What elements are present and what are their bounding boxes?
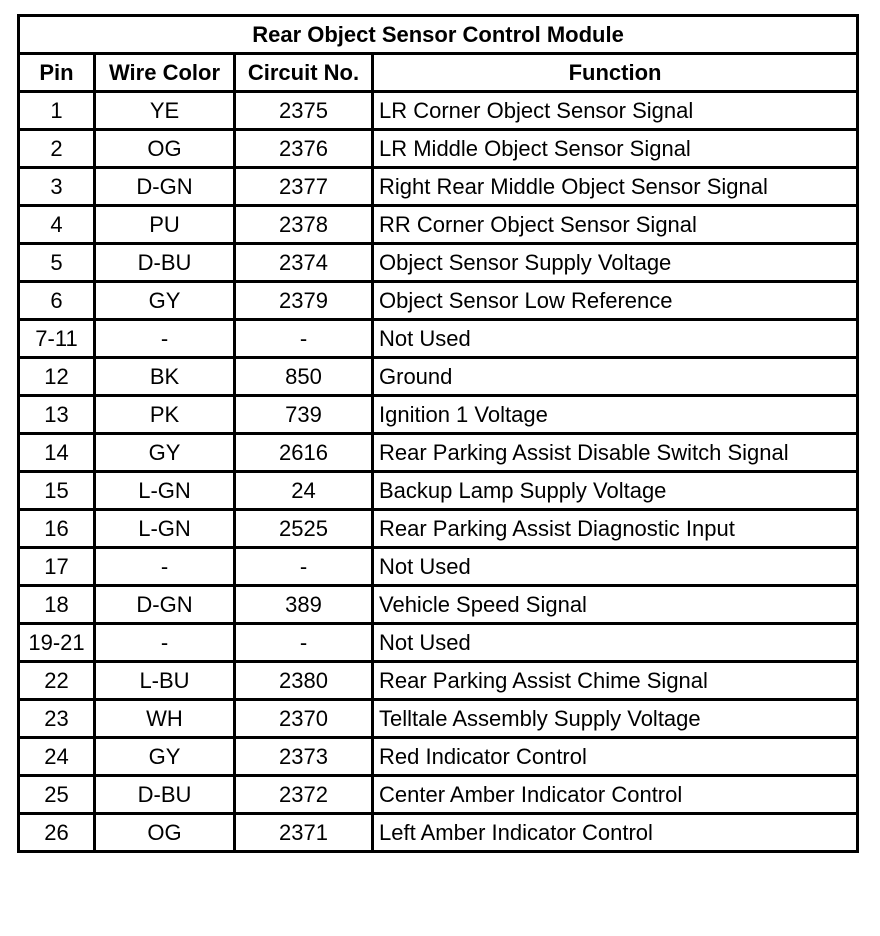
pin-cell: 22	[19, 662, 95, 700]
table-row	[19, 244, 858, 282]
circuit-cell: 2377	[235, 168, 373, 206]
function-cell: Rear Parking Assist Disable Switch Signal	[373, 434, 858, 472]
pin-cell: 7-11	[19, 320, 95, 358]
pin-cell: 26	[19, 814, 95, 852]
circuit-cell: 2375	[235, 92, 373, 130]
circuit-cell: -	[235, 624, 373, 662]
pin-cell: 14	[19, 434, 95, 472]
circuit-cell: 2376	[235, 130, 373, 168]
circuit-cell: 2370	[235, 700, 373, 738]
function-cell: Right Rear Middle Object Sensor Signal	[373, 168, 858, 206]
function-cell: Object Sensor Low Reference	[373, 282, 858, 320]
table-row	[19, 168, 858, 206]
table-row	[19, 776, 858, 814]
pinout-table	[17, 14, 859, 853]
wire-color-cell: -	[95, 548, 235, 586]
function-cell: Not Used	[373, 624, 858, 662]
header-row	[19, 54, 858, 92]
wire-color-cell: L-BU	[95, 662, 235, 700]
table-row	[19, 510, 858, 548]
pin-cell: 25	[19, 776, 95, 814]
wire-color-cell: WH	[95, 700, 235, 738]
function-cell: Vehicle Speed Signal	[373, 586, 858, 624]
pin-cell: 24	[19, 738, 95, 776]
table-row	[19, 700, 858, 738]
table-row	[19, 206, 858, 244]
circuit-cell: 2616	[235, 434, 373, 472]
wire-color-cell: OG	[95, 130, 235, 168]
header-wire-color: Wire Color	[95, 54, 235, 92]
pin-cell: 13	[19, 396, 95, 434]
circuit-cell: 2372	[235, 776, 373, 814]
circuit-cell: 2380	[235, 662, 373, 700]
circuit-cell: 739	[235, 396, 373, 434]
wire-color-cell: GY	[95, 434, 235, 472]
pin-cell: 4	[19, 206, 95, 244]
circuit-cell: -	[235, 320, 373, 358]
function-cell: Rear Parking Assist Diagnostic Input	[373, 510, 858, 548]
function-cell: Ground	[373, 358, 858, 396]
header-circuit-no: Circuit No.	[235, 54, 373, 92]
wire-color-cell: GY	[95, 282, 235, 320]
table-row	[19, 282, 858, 320]
header-function: Function	[373, 54, 858, 92]
wire-color-cell: -	[95, 320, 235, 358]
header-pin: Pin	[19, 54, 95, 92]
circuit-cell: 2379	[235, 282, 373, 320]
circuit-cell: 2378	[235, 206, 373, 244]
circuit-cell: 2373	[235, 738, 373, 776]
pin-cell: 2	[19, 130, 95, 168]
pin-cell: 6	[19, 282, 95, 320]
wire-color-cell: D-BU	[95, 776, 235, 814]
table-title: Rear Object Sensor Control Module	[19, 16, 858, 54]
table-row	[19, 624, 858, 662]
pin-cell: 17	[19, 548, 95, 586]
table-row	[19, 814, 858, 852]
wire-color-cell: PK	[95, 396, 235, 434]
title-row	[19, 16, 858, 54]
function-cell: Backup Lamp Supply Voltage	[373, 472, 858, 510]
wire-color-cell: D-GN	[95, 168, 235, 206]
function-cell: Rear Parking Assist Chime Signal	[373, 662, 858, 700]
pin-cell: 3	[19, 168, 95, 206]
circuit-cell: -	[235, 548, 373, 586]
function-cell: Left Amber Indicator Control	[373, 814, 858, 852]
function-cell: Red Indicator Control	[373, 738, 858, 776]
circuit-cell: 389	[235, 586, 373, 624]
table-row	[19, 548, 858, 586]
circuit-cell: 2371	[235, 814, 373, 852]
wire-color-cell: GY	[95, 738, 235, 776]
wire-color-cell: D-GN	[95, 586, 235, 624]
table-row	[19, 358, 858, 396]
wire-color-cell: D-BU	[95, 244, 235, 282]
wire-color-cell: YE	[95, 92, 235, 130]
table-row	[19, 586, 858, 624]
pin-cell: 5	[19, 244, 95, 282]
table-row	[19, 396, 858, 434]
wire-color-cell: L-GN	[95, 510, 235, 548]
function-cell: Object Sensor Supply Voltage	[373, 244, 858, 282]
wire-color-cell: -	[95, 624, 235, 662]
circuit-cell: 2374	[235, 244, 373, 282]
function-cell: Center Amber Indicator Control	[373, 776, 858, 814]
function-cell: Telltale Assembly Supply Voltage	[373, 700, 858, 738]
function-cell: Ignition 1 Voltage	[373, 396, 858, 434]
table-row	[19, 434, 858, 472]
wire-color-cell: PU	[95, 206, 235, 244]
wire-color-cell: OG	[95, 814, 235, 852]
function-cell: Not Used	[373, 548, 858, 586]
circuit-cell: 24	[235, 472, 373, 510]
function-cell: LR Middle Object Sensor Signal	[373, 130, 858, 168]
table-row	[19, 738, 858, 776]
pin-cell: 12	[19, 358, 95, 396]
pin-cell: 16	[19, 510, 95, 548]
circuit-cell: 2525	[235, 510, 373, 548]
pin-cell: 23	[19, 700, 95, 738]
wire-color-cell: L-GN	[95, 472, 235, 510]
table-row	[19, 662, 858, 700]
pin-cell: 19-21	[19, 624, 95, 662]
wire-color-cell: BK	[95, 358, 235, 396]
table-row	[19, 130, 858, 168]
table-row	[19, 472, 858, 510]
pin-cell: 1	[19, 92, 95, 130]
table-row	[19, 92, 858, 130]
table-row	[19, 320, 858, 358]
circuit-cell: 850	[235, 358, 373, 396]
function-cell: Not Used	[373, 320, 858, 358]
pin-cell: 15	[19, 472, 95, 510]
function-cell: RR Corner Object Sensor Signal	[373, 206, 858, 244]
pin-cell: 18	[19, 586, 95, 624]
function-cell: LR Corner Object Sensor Signal	[373, 92, 858, 130]
